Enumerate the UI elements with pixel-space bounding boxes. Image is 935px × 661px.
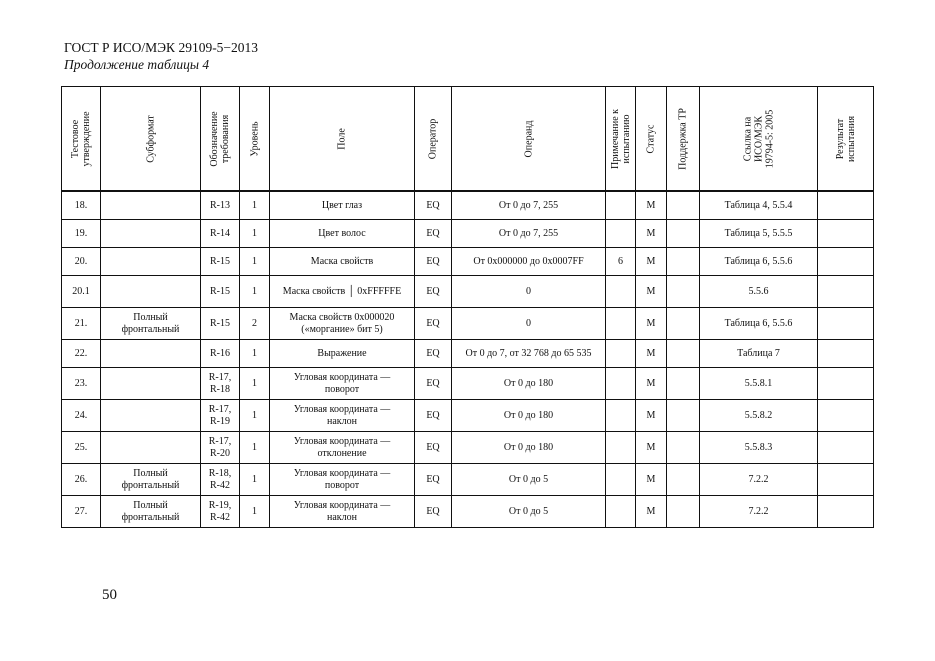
cell-field: Угловая координата — поворот <box>270 368 415 400</box>
cell-requirement-id: R-17, R-18 <box>201 368 240 400</box>
cell-status: M <box>636 400 667 432</box>
cell-iso-reference: Таблица 7 <box>700 340 818 368</box>
cell-requirement-id: R-16 <box>201 340 240 368</box>
column-header-test-note <box>606 87 636 192</box>
cell-status: M <box>636 308 667 340</box>
cell-subformat: Полный фронтальный <box>101 464 201 496</box>
cell-test-note <box>606 340 636 368</box>
column-header-text: испытанию <box>620 114 632 163</box>
cell-test-assertion: 19. <box>62 220 101 248</box>
cell-field: Маска свойств 0x000020 («моргание» бит 5) <box>270 308 415 340</box>
cell-iso-reference: 7.2.2 <box>700 464 818 496</box>
column-header-text: Субформат <box>145 114 156 163</box>
cell-status: M <box>636 496 667 528</box>
cell-operator: EQ <box>415 432 452 464</box>
table-row <box>62 248 874 276</box>
cell-status: M <box>636 191 667 220</box>
column-header-text: Тестовое <box>70 119 81 158</box>
cell-test-note <box>606 464 636 496</box>
cell-iso-reference: 5.5.8.2 <box>700 400 818 432</box>
cell-requirement-id: R-13 <box>201 191 240 220</box>
cell-test-result <box>818 432 874 464</box>
cell-operand: От 0 до 180 <box>452 400 606 432</box>
cell-operand: От 0 до 7, от 32 768 до 65 535 <box>452 340 606 368</box>
table-header-row <box>62 87 874 192</box>
column-header-iso-reference <box>700 87 818 192</box>
cell-subformat <box>101 220 201 248</box>
cell-status: M <box>636 248 667 276</box>
cell-operand: От 0 до 5 <box>452 464 606 496</box>
cell-test-note <box>606 368 636 400</box>
cell-test-note <box>606 276 636 308</box>
table-row <box>62 432 874 464</box>
cell-status: M <box>636 368 667 400</box>
cell-level: 1 <box>240 220 270 248</box>
cell-level: 1 <box>240 432 270 464</box>
cell-field: Цвет волос <box>270 220 415 248</box>
cell-tp-support <box>667 464 700 496</box>
cell-test-assertion: 22. <box>62 340 101 368</box>
cell-test-note <box>606 191 636 220</box>
cell-requirement-id: R-17, R-20 <box>201 432 240 464</box>
cell-subformat <box>101 191 201 220</box>
cell-subformat <box>101 340 201 368</box>
column-header-text: 19794-5: 2005 <box>764 109 775 168</box>
cell-operand: 0 <box>452 308 606 340</box>
cell-test-note: 6 <box>606 248 636 276</box>
cell-requirement-id: R-19, R-42 <box>201 496 240 528</box>
cell-tp-support <box>667 400 700 432</box>
table-row <box>62 400 874 432</box>
cell-test-note <box>606 432 636 464</box>
page-number: 50 <box>102 587 117 603</box>
cell-iso-reference: 5.5.6 <box>700 276 818 308</box>
column-header-text: Результат <box>834 118 846 159</box>
test-assertions-table <box>61 86 874 528</box>
cell-level: 1 <box>240 276 270 308</box>
cell-level: 1 <box>240 368 270 400</box>
table-row <box>62 276 874 308</box>
cell-test-result <box>818 248 874 276</box>
cell-requirement-id: R-15 <box>201 276 240 308</box>
cell-operand: 0 <box>452 276 606 308</box>
cell-iso-reference: Таблица 4, 5.5.4 <box>700 191 818 220</box>
column-header-operator <box>415 87 452 192</box>
cell-operator: EQ <box>415 340 452 368</box>
cell-level: 1 <box>240 496 270 528</box>
cell-operand: От 0 до 5 <box>452 496 606 528</box>
cell-status: M <box>636 340 667 368</box>
cell-test-assertion: 20.1 <box>62 276 101 308</box>
cell-field: Угловая координата — наклон <box>270 400 415 432</box>
cell-test-assertion: 26. <box>62 464 101 496</box>
column-header-requirement-id <box>201 87 240 192</box>
table-row <box>62 464 874 496</box>
cell-tp-support <box>667 496 700 528</box>
table-row <box>62 496 874 528</box>
cell-test-result <box>818 191 874 220</box>
cell-iso-reference: Таблица 5, 5.5.5 <box>700 220 818 248</box>
cell-test-assertion: 21. <box>62 308 101 340</box>
cell-subformat <box>101 248 201 276</box>
column-header-text: Уровень <box>249 120 260 157</box>
cell-status: M <box>636 276 667 308</box>
column-header-tp-support <box>667 87 700 192</box>
cell-level: 1 <box>240 248 270 276</box>
cell-test-note <box>606 308 636 340</box>
cell-operator: EQ <box>415 191 452 220</box>
cell-requirement-id: R-15 <box>201 248 240 276</box>
cell-test-result <box>818 340 874 368</box>
cell-test-assertion: 23. <box>62 368 101 400</box>
cell-operand: От 0x000000 до 0x0007FF <box>452 248 606 276</box>
cell-operator: EQ <box>415 248 452 276</box>
cell-tp-support <box>667 432 700 464</box>
cell-operator: EQ <box>415 400 452 432</box>
column-header-text: Поле <box>336 127 348 150</box>
cell-test-assertion: 27. <box>62 496 101 528</box>
cell-test-note <box>606 220 636 248</box>
cell-operator: EQ <box>415 276 452 308</box>
cell-requirement-id: R-18, R-42 <box>201 464 240 496</box>
cell-test-assertion: 18. <box>62 191 101 220</box>
cell-operand: От 0 до 180 <box>452 432 606 464</box>
column-header-text: Оператор <box>427 118 439 159</box>
cell-level: 1 <box>240 340 270 368</box>
cell-subformat <box>101 276 201 308</box>
column-header-test-assertion <box>62 87 101 192</box>
cell-iso-reference: 7.2.2 <box>700 496 818 528</box>
cell-tp-support <box>667 308 700 340</box>
cell-field: Угловая координата — отклонение <box>270 432 415 464</box>
cell-operator: EQ <box>415 496 452 528</box>
cell-tp-support <box>667 368 700 400</box>
cell-tp-support <box>667 220 700 248</box>
column-header-text: Обозначение <box>209 110 220 167</box>
cell-level: 1 <box>240 400 270 432</box>
column-header-text: Ссылка на <box>742 116 753 161</box>
cell-test-result <box>818 368 874 400</box>
cell-test-result <box>818 496 874 528</box>
cell-field: Угловая координата — поворот <box>270 464 415 496</box>
document-standard-title: ГОСТ Р ИСО/МЭК 29109-5−2013 <box>64 40 259 55</box>
cell-subformat: Полный фронтальный <box>101 308 201 340</box>
column-header-level <box>240 87 270 192</box>
table-row <box>62 340 874 368</box>
cell-operand: От 0 до 7, 255 <box>452 191 606 220</box>
cell-tp-support <box>667 340 700 368</box>
cell-iso-reference: 5.5.8.1 <box>700 368 818 400</box>
cell-iso-reference: Таблица 6, 5.5.6 <box>700 248 818 276</box>
cell-test-assertion: 20. <box>62 248 101 276</box>
table-row <box>62 368 874 400</box>
cell-operand: От 0 до 7, 255 <box>452 220 606 248</box>
column-header-test-result <box>818 87 874 192</box>
cell-operator: EQ <box>415 308 452 340</box>
cell-status: M <box>636 432 667 464</box>
cell-operator: EQ <box>415 220 452 248</box>
cell-requirement-id: R-15 <box>201 308 240 340</box>
column-header-text: Операнд <box>523 120 534 157</box>
cell-test-result <box>818 308 874 340</box>
cell-iso-reference: Таблица 6, 5.5.6 <box>700 308 818 340</box>
column-header-operand <box>452 87 606 192</box>
cell-subformat <box>101 368 201 400</box>
cell-status: M <box>636 220 667 248</box>
column-header-text: требования <box>220 114 231 163</box>
cell-level: 1 <box>240 191 270 220</box>
cell-tp-support <box>667 248 700 276</box>
cell-test-assertion: 25. <box>62 432 101 464</box>
cell-requirement-id: R-14 <box>201 220 240 248</box>
cell-field: Выражение <box>270 340 415 368</box>
cell-field: Маска свойств <box>270 248 415 276</box>
cell-test-result <box>818 220 874 248</box>
cell-operator: EQ <box>415 368 452 400</box>
cell-test-result <box>818 400 874 432</box>
cell-test-result <box>818 464 874 496</box>
cell-test-result <box>818 276 874 308</box>
cell-level: 1 <box>240 464 270 496</box>
cell-field: Угловая координата — наклон <box>270 496 415 528</box>
cell-operator: EQ <box>415 464 452 496</box>
cell-tp-support <box>667 276 700 308</box>
cell-tp-support <box>667 191 700 220</box>
column-header-text: Примечание к <box>609 108 621 169</box>
table-row <box>62 191 874 220</box>
cell-subformat <box>101 432 201 464</box>
table-continuation-caption: Продолжение таблицы 4 <box>64 57 210 72</box>
column-header-text: ИСО/МЭК <box>753 115 764 162</box>
column-header-text: Поддержка ТР <box>677 107 689 170</box>
table-row <box>62 220 874 248</box>
cell-field: Маска свойств │ 0xFFFFFE <box>270 276 415 308</box>
cell-field: Цвет глаз <box>270 191 415 220</box>
column-header-field <box>270 87 415 192</box>
cell-subformat <box>101 400 201 432</box>
column-header-text: испытания <box>845 115 857 162</box>
column-header-text: Статус <box>645 124 657 153</box>
column-header-text: утверждение <box>81 110 92 167</box>
cell-subformat: Полный фронтальный <box>101 496 201 528</box>
cell-test-note <box>606 400 636 432</box>
cell-operand: От 0 до 180 <box>452 368 606 400</box>
column-header-subformat <box>101 87 201 192</box>
cell-test-note <box>606 496 636 528</box>
column-header-status <box>636 87 667 192</box>
cell-test-assertion: 24. <box>62 400 101 432</box>
cell-status: M <box>636 464 667 496</box>
cell-requirement-id: R-17, R-19 <box>201 400 240 432</box>
table-row <box>62 308 874 340</box>
cell-iso-reference: 5.5.8.3 <box>700 432 818 464</box>
cell-level: 2 <box>240 308 270 340</box>
